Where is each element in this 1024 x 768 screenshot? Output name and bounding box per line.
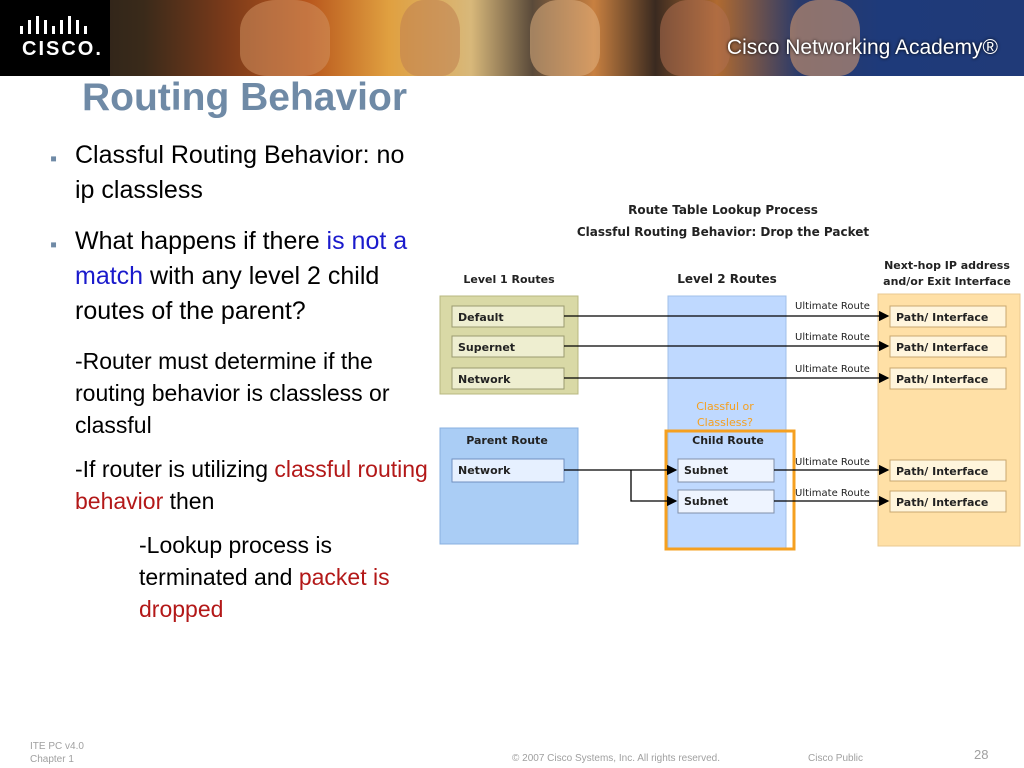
diagram-title: Route Table Lookup Process: [628, 203, 818, 217]
cisco-logo: [0, 0, 110, 76]
banner-photo: [240, 0, 330, 76]
footer-copyright: © 2007 Cisco Systems, Inc. All rights reserved.: [512, 753, 721, 764]
cisco-logo-text: CISCO.: [22, 38, 103, 60]
cisco-bars-icon: [18, 16, 88, 38]
level1-route-label: Default: [458, 311, 504, 324]
bullet-text: Classful Routing Behavior: no ip classless: [75, 141, 405, 204]
bullet-square-icon: ▪: [50, 148, 58, 170]
bullet-text: What happens if there: [75, 227, 327, 255]
banner-photo: [530, 0, 600, 76]
path-interface-label: Path/ Interface: [896, 311, 989, 324]
parent-header: Parent Route: [466, 434, 548, 447]
path-interface-label: Path/ Interface: [896, 496, 989, 509]
sub-sub-point: [50, 529, 430, 625]
path-interface: [890, 368, 1006, 389]
banner-photo: [660, 0, 730, 76]
footer-classification: Cisco Public: [808, 753, 864, 764]
sub-point-text: then: [163, 488, 215, 514]
sub-point-text: -If router is utilizing: [75, 456, 275, 482]
level1-header: Level 1 Routes: [463, 273, 555, 286]
classful-question: Classless?: [696, 416, 754, 429]
sub-point: [50, 453, 430, 517]
level1-route: [452, 336, 564, 357]
academy-title: Cisco Networking Academy®: [726, 36, 998, 59]
header-banner: [0, 0, 1024, 76]
level1-route: [452, 306, 564, 327]
route-lookup-diagram: [430, 195, 1024, 555]
level1-route-label: Network: [458, 373, 511, 386]
bullet-highlight: is not a match: [75, 227, 408, 290]
ultimate-route-label: Ultimate Route: [795, 301, 870, 312]
path-interface: [890, 336, 1006, 357]
classful-question: Classful or: [696, 400, 754, 413]
child-header: Child Route: [692, 434, 764, 447]
path-interface: [890, 306, 1006, 327]
path-interface-label: Path/ Interface: [896, 341, 989, 354]
path-interface-label: Path/ Interface: [896, 465, 989, 478]
nexthop-header: and/or Exit Interface: [883, 275, 1011, 288]
path-interface: [890, 491, 1006, 512]
level2-header: Level 2 Routes: [677, 272, 777, 286]
diagram-subtitle: Classful Routing Behavior: Drop the Packet: [576, 225, 870, 239]
child-route-label: Subnet: [684, 464, 729, 477]
sub-point: -Router must determine if the routing behavior is classless or classful: [75, 348, 390, 438]
ultimate-route-label: Ultimate Route: [795, 364, 870, 375]
banner-photo: [400, 0, 460, 76]
bullet-square-icon: ▪: [50, 234, 58, 256]
parent-route-label: Network: [458, 464, 511, 477]
path-interface-label: Path/ Interface: [896, 373, 989, 386]
bullet-item: [50, 138, 430, 208]
ultimate-route-label: Ultimate Route: [795, 488, 870, 499]
bullet-item: [50, 224, 430, 329]
slide-title: Routing Behavior: [82, 76, 408, 119]
ultimate-route-label: Ultimate Route: [795, 332, 870, 343]
footer-course: [30, 740, 84, 766]
sub-point-highlight: classful routing behavior: [75, 456, 428, 514]
level1-route: [452, 368, 564, 389]
level1-route-label: Supernet: [458, 341, 516, 354]
bullet-text: with any level 2 child routes of the parent?: [75, 262, 380, 325]
nexthop-header: Next-hop IP address: [884, 259, 1010, 272]
child-route-label: Subnet: [684, 495, 729, 508]
footer-chapter: Chapter 1: [30, 754, 74, 765]
footer-course-name: ITE PC v4.0: [30, 741, 84, 752]
page-number: 28: [974, 747, 989, 762]
bullet-list: [50, 138, 430, 625]
path-interface: [890, 460, 1006, 481]
ultimate-route-label: Ultimate Route: [795, 457, 870, 468]
sub-sub-point-highlight: packet is dropped: [139, 564, 390, 622]
sub-sub-point-text: -Lookup process is terminated and: [139, 532, 333, 590]
